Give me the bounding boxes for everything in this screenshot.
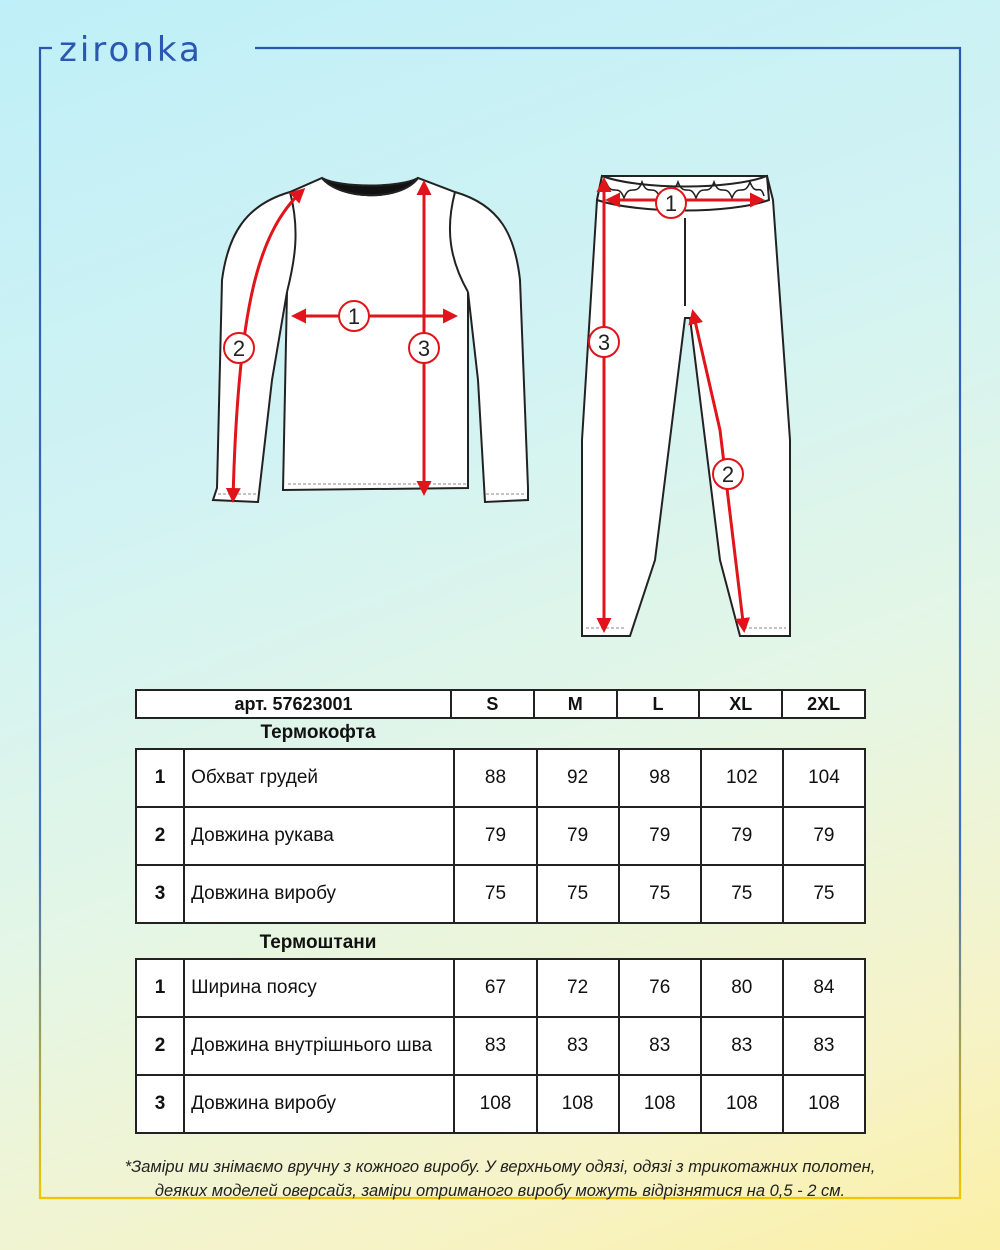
article-number: арт. 57623001	[136, 690, 451, 718]
pants-drawing	[582, 176, 790, 636]
value-s: 88	[454, 749, 536, 807]
row-number: 3	[136, 1075, 184, 1133]
table-row	[136, 865, 865, 923]
value-l: 75	[619, 865, 701, 923]
table-row	[136, 1075, 865, 1133]
value-2xl: 79	[783, 807, 865, 865]
value-m: 92	[537, 749, 619, 807]
measurement-label: Довжина рукава	[184, 807, 454, 865]
row-number: 1	[136, 959, 184, 1017]
value-l: 76	[619, 959, 701, 1017]
value-xl: 102	[701, 749, 783, 807]
value-m: 72	[537, 959, 619, 1017]
pants-size-table	[135, 958, 866, 1134]
value-m: 79	[537, 807, 619, 865]
jacket-marker-3-label: 3	[417, 336, 431, 361]
value-2xl: 84	[783, 959, 865, 1017]
value-xl: 108	[701, 1075, 783, 1133]
measurement-label: Довжина виробу	[184, 1075, 454, 1133]
value-2xl: 108	[783, 1075, 865, 1133]
pants-marker-1-label: 1	[664, 191, 678, 216]
row-number: 1	[136, 749, 184, 807]
table-row	[136, 807, 865, 865]
jacket-marker-2-label: 2	[232, 336, 246, 361]
measurement-footnote	[40, 1155, 960, 1203]
measurement-label: Ширина поясу	[184, 959, 454, 1017]
value-l: 108	[619, 1075, 701, 1133]
value-s: 75	[454, 865, 536, 923]
value-s: 79	[454, 807, 536, 865]
size-header-table	[135, 689, 866, 719]
jacket-marker-1-label: 1	[347, 304, 361, 329]
value-xl: 80	[701, 959, 783, 1017]
row-number: 2	[136, 807, 184, 865]
value-s: 67	[454, 959, 536, 1017]
measurement-label: Довжина виробу	[184, 865, 454, 923]
size-header-xl: XL	[699, 690, 782, 718]
brand-logo: zironka	[59, 30, 203, 70]
pants-marker-2-label: 2	[721, 462, 735, 487]
size-header-l: L	[617, 690, 700, 718]
value-xl: 79	[701, 807, 783, 865]
jacket-size-table	[135, 748, 866, 924]
jacket-drawing	[213, 178, 528, 502]
value-l: 79	[619, 807, 701, 865]
size-header-m: M	[534, 690, 617, 718]
table-row	[136, 1017, 865, 1075]
row-number: 2	[136, 1017, 184, 1075]
jacket-section-title: Термокофта	[260, 722, 376, 743]
measurement-label: Обхват грудей	[184, 749, 454, 807]
size-header-2xl: 2XL	[782, 690, 865, 718]
table-row	[136, 959, 865, 1017]
value-m: 83	[537, 1017, 619, 1075]
value-2xl: 83	[783, 1017, 865, 1075]
value-xl: 83	[701, 1017, 783, 1075]
value-s: 83	[454, 1017, 536, 1075]
value-l: 98	[619, 749, 701, 807]
value-2xl: 75	[783, 865, 865, 923]
table-row	[136, 749, 865, 807]
measurement-label: Довжина внутрішнього шва	[184, 1017, 454, 1075]
value-xl: 75	[701, 865, 783, 923]
value-2xl: 104	[783, 749, 865, 807]
footnote-line-2: деяких моделей оверсайз, заміри отриманого виробу можуть відрізнятися на 0,5 - 2 см.	[154, 1182, 846, 1200]
value-s: 108	[454, 1075, 536, 1133]
value-m: 75	[537, 865, 619, 923]
value-l: 83	[619, 1017, 701, 1075]
footnote-line-1: *Заміри ми знімаємо вручну з кожного виробу. У верхньому одязі, одязі з трикотажних полотен,	[124, 1158, 876, 1176]
value-m: 108	[537, 1075, 619, 1133]
row-number: 3	[136, 865, 184, 923]
size-header-s: S	[451, 690, 534, 718]
pants-section-title: Термоштани	[259, 932, 377, 953]
pants-marker-3-label: 3	[597, 330, 611, 355]
